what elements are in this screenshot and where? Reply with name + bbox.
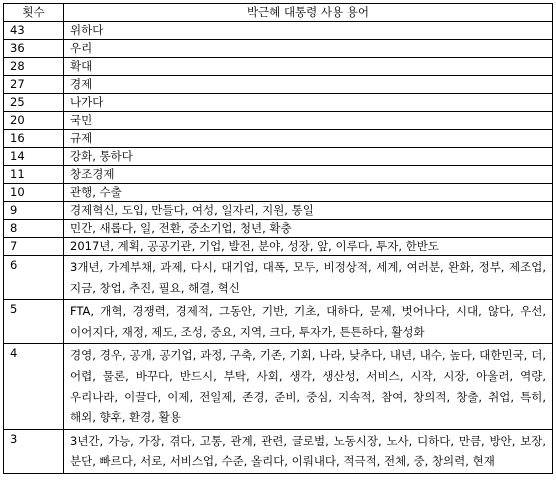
table-row	[4, 148, 553, 166]
table-row	[4, 94, 553, 112]
row-terms: 3개년, 가계부채, 과제, 다시, 대기업, 대폭, 모두, 비정상적, 세계, 여러분, 완화, 정부, 제조업, 지금, 창업, 추진, 필요, 해결, 혁신	[64, 256, 553, 300]
row-count: 14	[4, 148, 64, 166]
row-count: 5	[4, 300, 64, 344]
table-row	[4, 58, 553, 76]
row-terms: 경제혁신, 도입, 만들다, 여성, 일자리, 지원, 통일	[64, 202, 553, 220]
table-row	[4, 300, 553, 344]
table-row	[4, 166, 553, 184]
row-terms: 3년간, 가능, 가장, 겪다, 고통, 관계, 관련, 글로벌, 노동시장, 노사, 디하다, 만큼, 방안, 보장, 분단, 빠르다, 서로, 서비스업, 수준, 올리다, 이뤄내다, 적극적, 전체, 중, 창의력, 현재	[64, 429, 553, 473]
row-terms: 확대	[64, 58, 553, 76]
usage-terms-table	[3, 3, 553, 474]
table-row	[4, 130, 553, 148]
header-terms: 박근혜 대통령 사용 용어	[64, 4, 553, 22]
row-terms: 경제	[64, 76, 553, 94]
table-row	[4, 256, 553, 300]
row-count: 11	[4, 166, 64, 184]
table-row	[4, 220, 553, 238]
row-count: 4	[4, 344, 64, 429]
table-row	[4, 112, 553, 130]
row-terms: 나가다	[64, 94, 553, 112]
table-row	[4, 202, 553, 220]
row-terms: 강화, 통하다	[64, 148, 553, 166]
row-count: 28	[4, 58, 64, 76]
row-count: 25	[4, 94, 64, 112]
row-count: 36	[4, 40, 64, 58]
row-count: 9	[4, 202, 64, 220]
header-count: 횟수	[4, 4, 64, 22]
row-count: 43	[4, 22, 64, 40]
row-count: 16	[4, 130, 64, 148]
row-count: 8	[4, 220, 64, 238]
row-terms: 관행, 수출	[64, 184, 553, 202]
table-row	[4, 184, 553, 202]
row-terms: 위하다	[64, 22, 553, 40]
row-terms: 창조경제	[64, 166, 553, 184]
table-row	[4, 76, 553, 94]
table-row	[4, 429, 553, 473]
table-row	[4, 22, 553, 40]
row-terms: 경영, 경우, 공개, 공기업, 과정, 구축, 기존, 기회, 나라, 낮추다, 내년, 내수, 높다, 대한민국, 더, 어렵, 물론, 바꾸다, 반드시, 부탁, 사회, 생각, 생산성, 서비스, 시작, 시장, 아울러, 역량, 우리나라, 이끌다, 이제, 전일제, 존경, 준비, 중심, 지속적, 참여, 창의적, 창출, 취업, 특히, 해외, 향후, 환경, 활용	[64, 344, 553, 429]
row-terms: 2017년, 계획, 공공기관, 기업, 발전, 분야, 성장, 앞, 이루다, 투자, 한반도	[64, 238, 553, 256]
row-terms: FTA, 개혁, 경쟁력, 경제적, 그동안, 기반, 기초, 대하다, 문제, 벗어나다, 시대, 않다, 우선, 이어지다, 재정, 제도, 조성, 중요, 지역, 크다, 투자가, 튼튼하다, 활성화	[64, 300, 553, 344]
row-count: 3	[4, 429, 64, 473]
row-terms: 규제	[64, 130, 553, 148]
table-row	[4, 40, 553, 58]
row-count: 6	[4, 256, 64, 300]
table-header-row	[4, 4, 553, 22]
row-count: 10	[4, 184, 64, 202]
row-count: 27	[4, 76, 64, 94]
row-count: 7	[4, 238, 64, 256]
row-terms: 민간, 새롭다, 일, 전환, 중소기업, 청년, 확충	[64, 220, 553, 238]
table-row	[4, 344, 553, 429]
row-terms: 국민	[64, 112, 553, 130]
table-row	[4, 238, 553, 256]
row-terms: 우리	[64, 40, 553, 58]
row-count: 20	[4, 112, 64, 130]
